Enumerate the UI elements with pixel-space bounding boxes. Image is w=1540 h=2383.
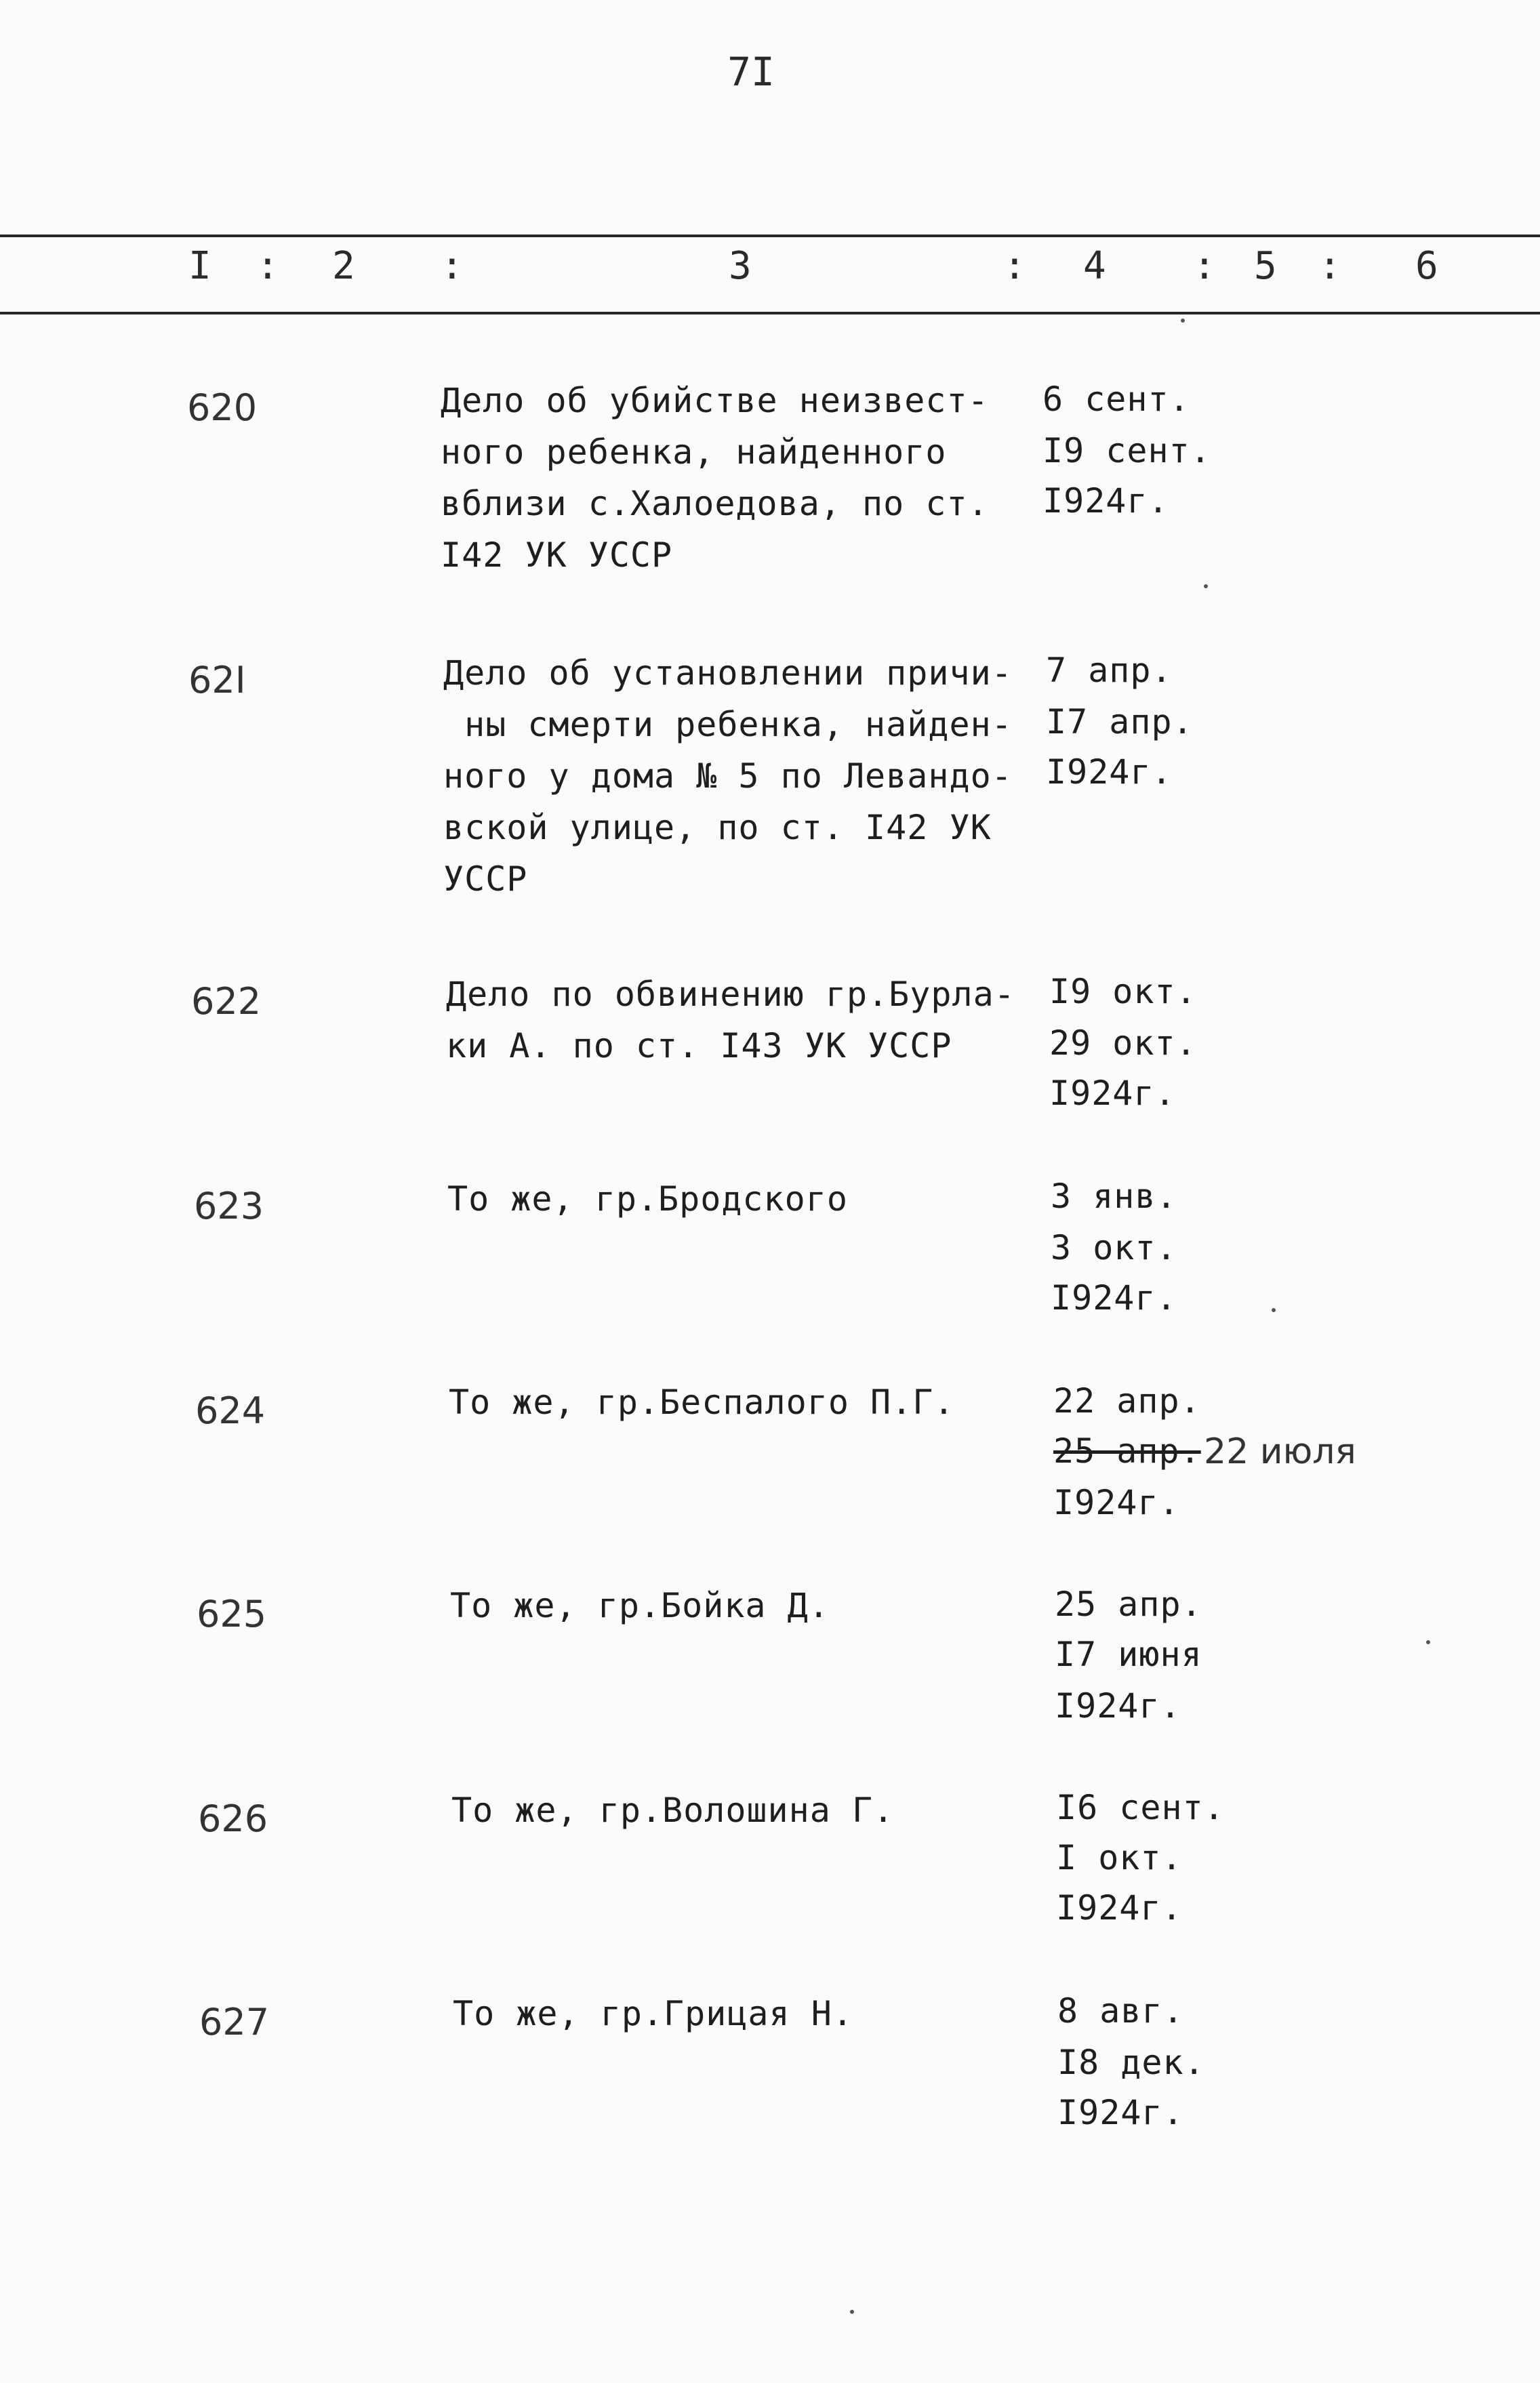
column-header-6: 6 <box>1415 244 1438 288</box>
entry-description-line: То же, гр.Беспалого П.Г. <box>449 1383 955 1422</box>
entry-year: I924г. <box>1053 1483 1180 1522</box>
entry-year: I924г. <box>1055 1686 1181 1726</box>
column-separator: : <box>1193 244 1216 288</box>
entry-end-date: I9 сент. <box>1042 431 1211 470</box>
entry-end-date: I окт. <box>1056 1838 1183 1877</box>
entry-year: I924г. <box>1057 2093 1184 2132</box>
header-rule-bottom <box>0 312 1540 314</box>
entry-description-line: ного у дома № 5 по Левандо- <box>443 756 1013 796</box>
entry-description-line: Дело по обвинению гр.Бурла- <box>446 975 1015 1014</box>
entry-end-date: 29 окт. <box>1049 1023 1197 1063</box>
column-header-5: 5 <box>1254 244 1277 288</box>
paper-speck <box>1181 319 1185 323</box>
entry-description-line: Дело об убийстве неизвест- <box>441 381 989 420</box>
entry-number: 624 <box>195 1389 266 1432</box>
column-header-4: 4 <box>1083 244 1106 288</box>
column-header-3: 3 <box>729 244 752 288</box>
entry-description-line: вблизи с.Халоедова, по ст. <box>441 484 989 523</box>
page-number: 7I <box>727 49 775 95</box>
entry-description-line: ки А. по ст. I43 УК УССР <box>446 1026 952 1065</box>
entry-year: I924г. <box>1051 1278 1177 1318</box>
header-rule-top <box>0 235 1540 237</box>
entry-description-line: То же, гр.Бродского <box>447 1179 848 1219</box>
entry-end-date-correction: 22 июля <box>1204 1431 1356 1472</box>
entry-description-line: ного ребенка, найденного <box>441 432 947 472</box>
paper-speck <box>850 2310 854 2314</box>
paper-speck <box>1426 1640 1430 1644</box>
entry-description-line: УССР <box>443 859 528 899</box>
column-header-2: 2 <box>332 244 355 288</box>
entry-number: 623 <box>194 1185 264 1227</box>
column-separator: : <box>1318 244 1341 288</box>
entry-start-date: 25 апр. <box>1055 1585 1202 1624</box>
entry-end-date: 3 окт. <box>1051 1228 1177 1267</box>
entry-description-line: I42 УК УССР <box>441 535 673 575</box>
entry-description-line: Дело об установлении причи- <box>443 653 1013 693</box>
entry-number: 626 <box>198 1797 268 1840</box>
entry-description-line: То же, гр.Грицая Н. <box>453 1994 853 2033</box>
entry-year: I924г. <box>1049 1074 1176 1113</box>
paper-speck <box>1204 584 1208 588</box>
entry-number: 62I <box>188 659 246 701</box>
entry-start-date: 8 авг. <box>1057 1991 1184 2031</box>
column-separator: : <box>441 244 464 288</box>
entry-number: 622 <box>191 980 262 1023</box>
entry-number: 620 <box>187 386 258 429</box>
entry-start-date: 22 апр. <box>1053 1381 1201 1421</box>
entry-end-date: I8 дек. <box>1057 2043 1205 2082</box>
paper-speck <box>1272 1308 1276 1312</box>
entry-start-date: I6 сент. <box>1056 1788 1225 1827</box>
entry-description-line: То же, гр.Бойка Д. <box>450 1586 830 1625</box>
entry-end-date: I7 июня <box>1055 1635 1202 1674</box>
entry-end-date-struck: 25 апр. <box>1053 1431 1201 1471</box>
entry-start-date: 3 янв. <box>1051 1177 1177 1216</box>
entry-description-line: вской улице, по ст. I42 УК <box>443 808 992 847</box>
entry-description-line: То же, гр.Волошина Г. <box>451 1791 895 1830</box>
entry-start-date: I9 окт. <box>1049 972 1197 1011</box>
entry-end-date: I7 апр. <box>1046 702 1194 741</box>
column-header-1: I <box>188 244 211 288</box>
entry-number: 625 <box>197 1593 267 1635</box>
entry-year: I924г. <box>1042 481 1169 521</box>
column-separator: : <box>1003 244 1026 288</box>
column-separator: : <box>256 244 279 288</box>
entry-year: I924г. <box>1056 1888 1183 1928</box>
entry-description-line: ны смерти ребенка, найден- <box>443 705 1013 744</box>
entry-number: 627 <box>199 2001 270 2043</box>
entry-year: I924г. <box>1046 752 1173 792</box>
entry-start-date: 7 апр. <box>1046 651 1173 690</box>
entry-start-date: 6 сент. <box>1042 380 1190 419</box>
